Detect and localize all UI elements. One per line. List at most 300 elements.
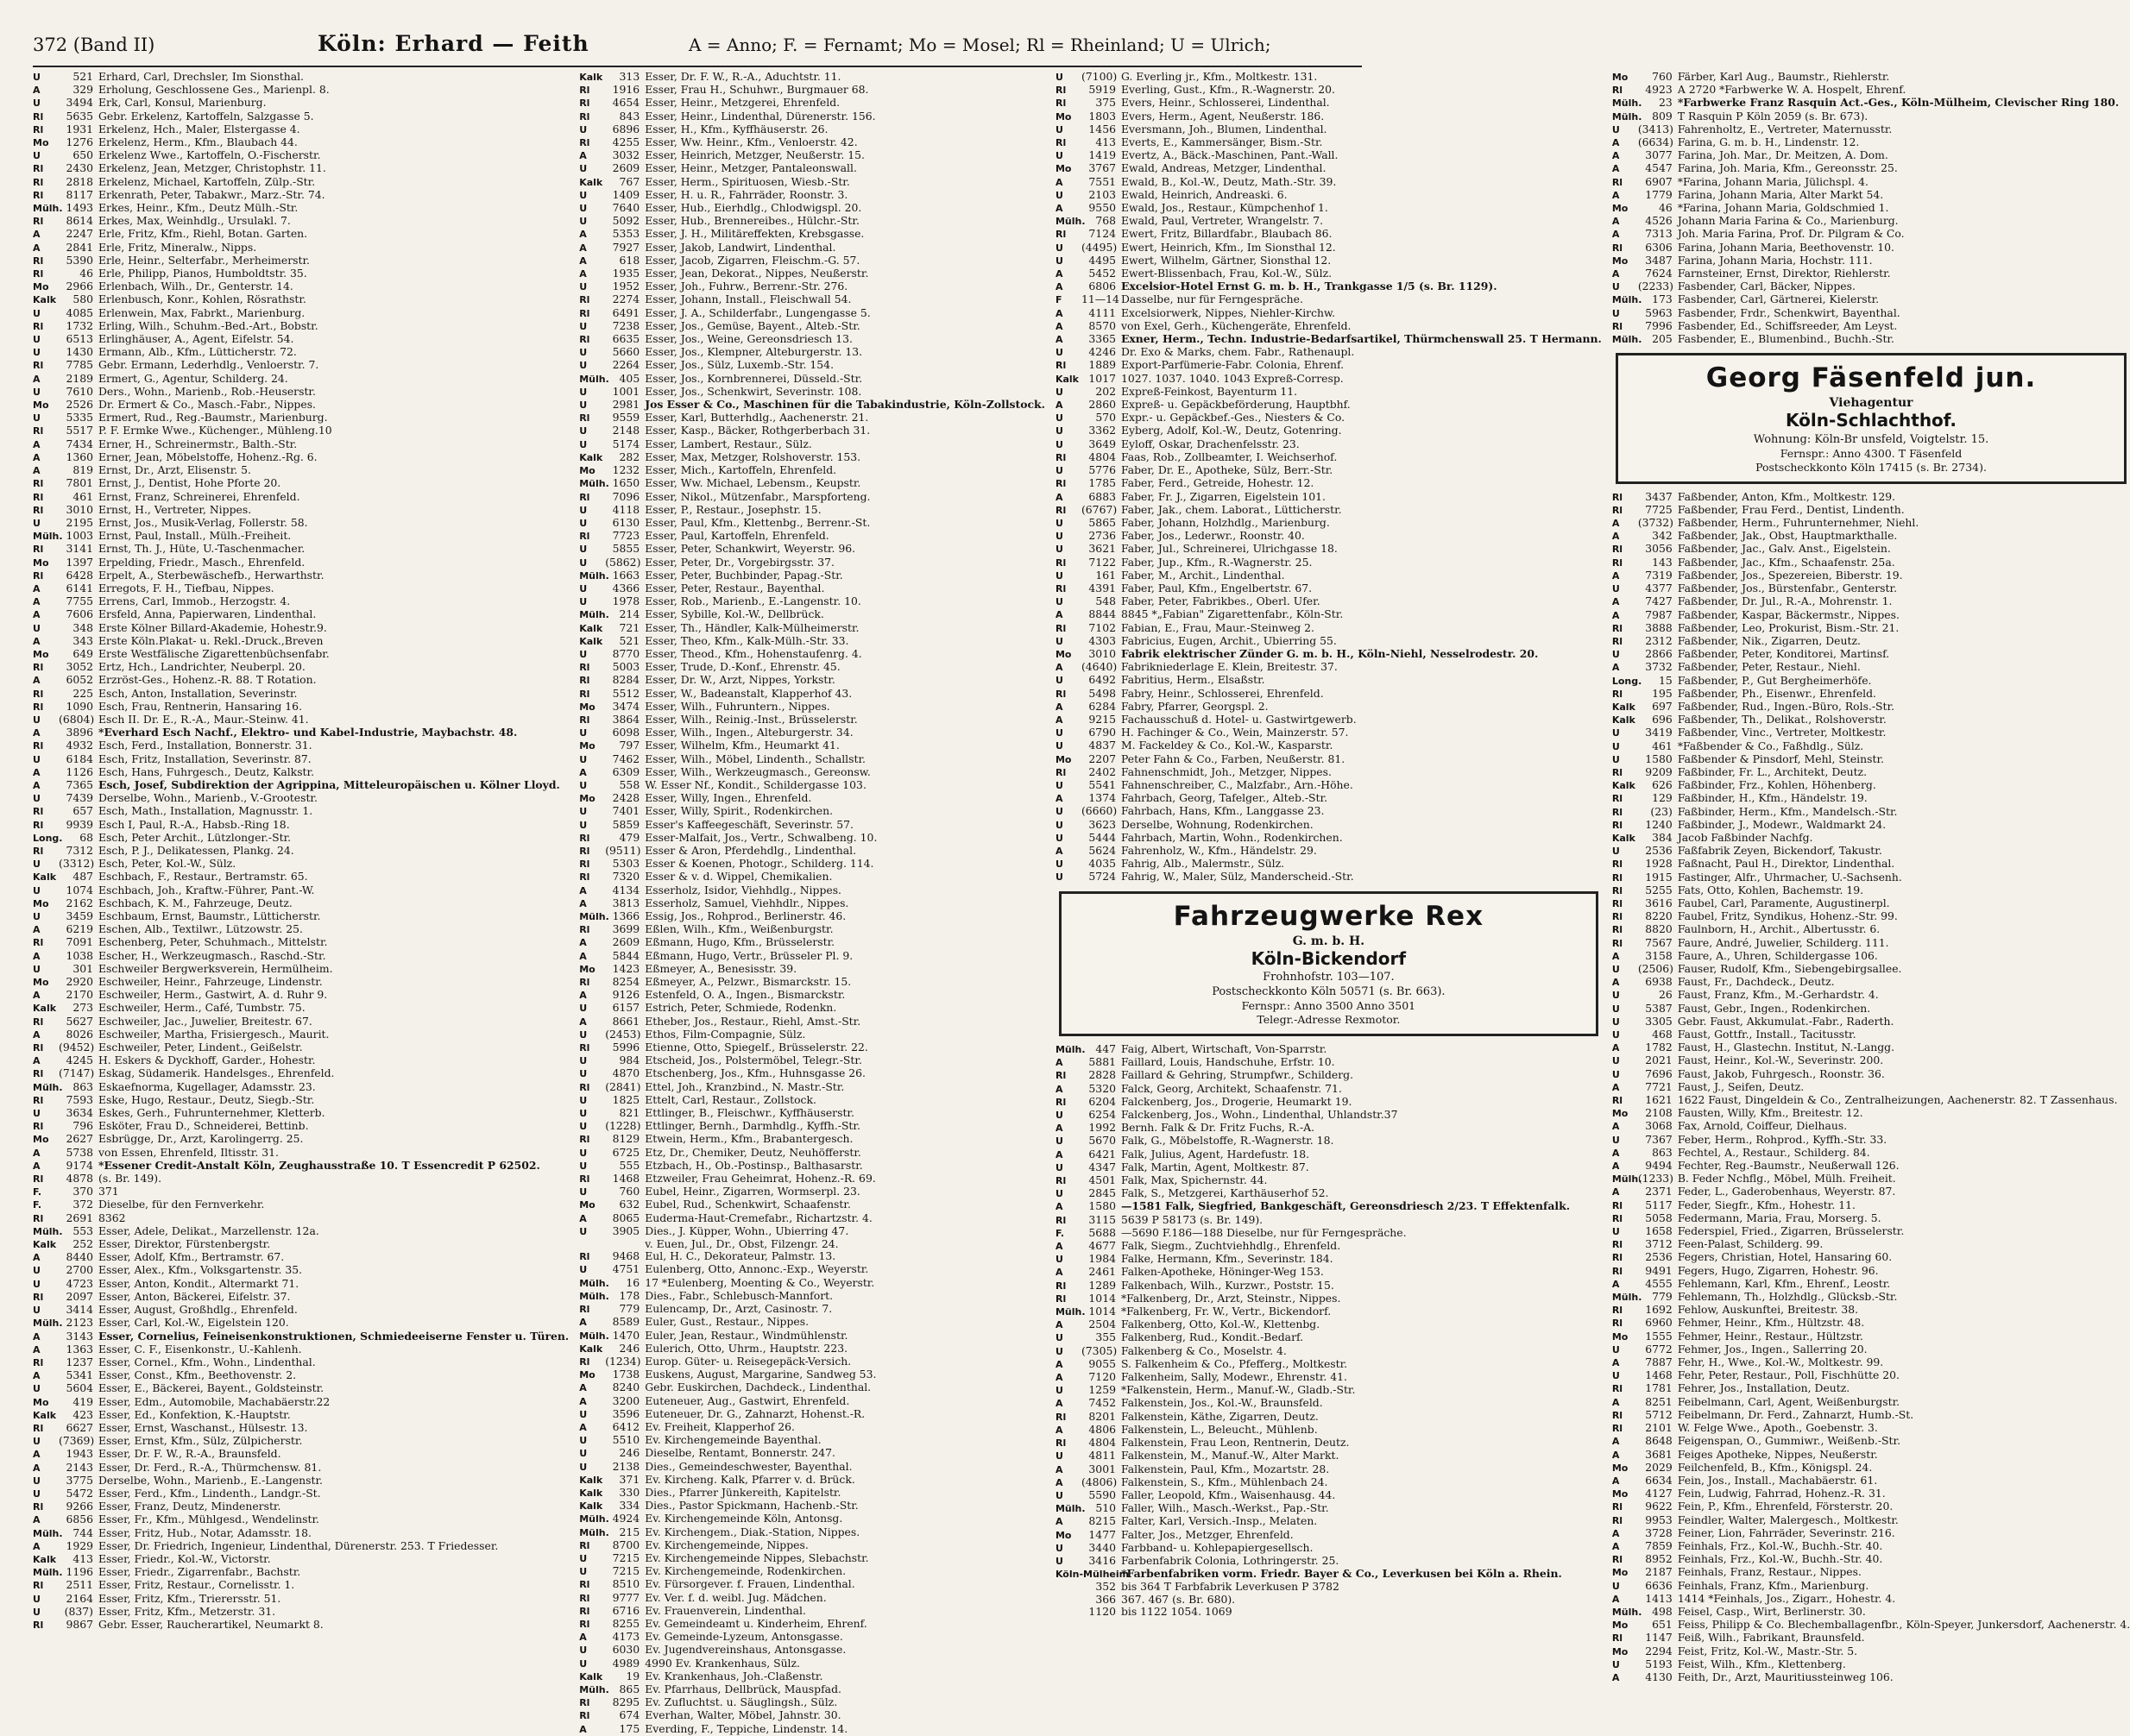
entry-phone-number: 3056 <box>1645 542 1673 556</box>
entry-exchange-code: U <box>1055 806 1063 818</box>
entry-phone-number: 3052 <box>66 660 93 674</box>
entry-text: Fahrig, W., Maler, Sülz, Manderscheid.-Str. <box>1120 870 1354 884</box>
entry-text: Esser, Jean, Dekorat., Nippes, Neußerstr. <box>645 267 869 280</box>
entry-exchange-code: U <box>1055 1385 1063 1397</box>
entry-phone-number: 413 <box>72 1551 93 1565</box>
directory-entry <box>579 1539 1045 1552</box>
entry-phone-number: 4377 <box>1645 582 1673 595</box>
directory-entry <box>579 386 1045 399</box>
directory-entry <box>1612 675 2130 688</box>
entry-exchange-code: A <box>1611 229 1620 241</box>
entry-phone-number: 3010 <box>1088 646 1116 660</box>
entry-text: Ewald, Andreas, Metzger, Lindenthal. <box>1120 161 1327 175</box>
directory-entry <box>33 688 569 701</box>
entry-exchange-code: A <box>1055 1358 1063 1370</box>
entry-text: *Farina, Johann Maria, Jülichspl. 4. <box>1677 174 1868 188</box>
directory-entry <box>1612 1382 2130 1395</box>
entry-exchange-code: U <box>579 1225 588 1237</box>
entry-text: Fasbender, Carl, Bäcker, Nippes. <box>1677 280 1856 293</box>
entry-text: Faig, Albert, Wirtschaft, Von-Sparrstr. <box>1120 1042 1327 1055</box>
entry-text: Ev. Krankenhaus, Joh.-Claßenstr. <box>645 1669 823 1683</box>
entry-phone-number: 3596 <box>612 1406 640 1420</box>
directory-entry <box>33 989 569 1002</box>
directory-entry <box>1056 1214 1602 1227</box>
entry-exchange-code: Rl <box>579 688 590 700</box>
entry-phone-number: 4111 <box>1088 305 1116 319</box>
directory-entry <box>33 1173 569 1186</box>
directory-entry <box>33 897 569 910</box>
entry-exchange-code: Kalk <box>579 1474 603 1486</box>
directory-entry <box>579 989 1045 1002</box>
entry-exchange-code: Kalk <box>579 635 603 647</box>
entry-exchange-code: Mülh. <box>1611 97 1642 110</box>
entry-phone-number: 1090 <box>66 699 93 713</box>
entry-phone-number: 649 <box>72 646 93 660</box>
entry-phone-number: 2526 <box>66 398 93 412</box>
directory-entry <box>579 1421 1045 1434</box>
entry-phone-number: 9215 <box>1088 712 1116 726</box>
entry-phone-number: 865 <box>619 1682 640 1695</box>
entry-phone-number: 626 <box>1652 778 1673 792</box>
entry-text: Esser, Fritz, Kfm., Trierersstr. 51. <box>98 1591 281 1605</box>
entry-phone-number: (2233) <box>1637 280 1674 293</box>
entry-phone-number: 6306 <box>1645 240 1673 254</box>
directory-entry <box>1056 242 1602 255</box>
directory-entry <box>1612 189 2130 202</box>
entry-exchange-code: A <box>579 990 587 1002</box>
entry-phone-number: 2029 <box>1645 1460 1673 1474</box>
entry-text: Faßbinder, Herm., Kfm., Mandelsch.-Str. <box>1677 804 1898 818</box>
entry-exchange-code: U <box>1611 1068 1620 1080</box>
entry-text: Eulencamp, Dr., Arzt, Casinostr. 7. <box>645 1302 833 1316</box>
entry-phone-number: 8440 <box>66 1250 93 1264</box>
entry-text: Fehr, Peter, Restaur., Poll, Fischhütte 20. <box>1677 1368 1900 1382</box>
entry-text: Eßmeyer, A., Benesisstr. 39. <box>645 961 797 975</box>
directory-entry <box>33 123 569 136</box>
directory-entry <box>579 910 1045 923</box>
entry-text: Eul, H. C., Dekorateur, Palmstr. 13. <box>645 1249 836 1263</box>
entry-phone-number: 6219 <box>66 922 93 936</box>
directory-entry <box>579 267 1045 280</box>
directory-entry <box>1612 1028 2130 1041</box>
entry-phone-number: 7120 <box>1088 1370 1116 1384</box>
entry-exchange-code: Mo <box>1611 1488 1629 1500</box>
entry-text: Fehlemann, Th., Holzhdlg., Glücksb.-Str. <box>1677 1290 1898 1304</box>
entry-phone-number: 3158 <box>1645 948 1673 962</box>
directory-entry <box>579 530 1045 543</box>
directory-entry <box>1056 1411 1602 1424</box>
entry-phone-number: 1276 <box>66 135 93 149</box>
directory-entry <box>579 1277 1045 1290</box>
directory-entry <box>1056 1174 1602 1187</box>
entry-exchange-code: Mo <box>33 1396 49 1408</box>
entry-text: Ewert-Blissenbach, Frau, Kol.-W., Sülz. <box>1120 267 1333 280</box>
directory-entry <box>579 517 1045 530</box>
directory-entry <box>1612 333 2130 346</box>
directory-entry <box>579 136 1045 149</box>
directory-entry <box>1612 569 2130 582</box>
entry-exchange-code: Mülh. <box>33 203 63 215</box>
directory-entry <box>1056 373 1602 386</box>
entry-phone-number: 2736 <box>1088 529 1116 543</box>
entry-exchange-code: A <box>1611 163 1620 175</box>
entry-text: B. Feder Nchflg., Möbel, Mülh. Freiheit. <box>1677 1172 1896 1186</box>
entry-text: Feindler, Walter, Malergesch., Moltkestr. <box>1677 1513 1899 1526</box>
entry-phone-number: (6767) <box>1081 502 1118 516</box>
directory-entry <box>33 910 569 923</box>
entry-phone-number: 4804 <box>1088 1436 1116 1450</box>
entry-exchange-code: A <box>1055 320 1063 332</box>
entry-exchange-code: U <box>1611 1658 1620 1670</box>
directory-entry <box>33 976 569 989</box>
entry-text: W. Esser Nf., Kondit., Schildergasse 103. <box>645 777 866 791</box>
entry-phone-number: 7755 <box>66 594 93 608</box>
entry-phone-number: 8117 <box>66 187 93 201</box>
entry-exchange-code: A <box>33 1540 41 1552</box>
entry-exchange-code: Kalk <box>33 871 57 884</box>
entry-exchange-code: U <box>33 97 41 110</box>
entry-text: Esch, Frau, Rentnerin, Hansaring 16. <box>98 699 303 713</box>
entry-text: Eske, Hugo, Restaur., Deutz, Siegb.-Str. <box>98 1092 315 1106</box>
directory-entry <box>579 1657 1045 1670</box>
directory-entry <box>1612 1462 2130 1475</box>
entry-exchange-code: U <box>1611 307 1620 319</box>
entry-text: Falckenberg, Jos., Drogerie, Heumarkt 19. <box>1120 1094 1352 1108</box>
directory-entry <box>579 976 1045 989</box>
entry-exchange-code: A <box>33 582 41 594</box>
entry-exchange-code: Rl <box>579 714 590 726</box>
entry-phone-number: 2845 <box>1088 1186 1116 1200</box>
entry-exchange-code: A <box>579 1723 587 1735</box>
entry-phone-number: 5387 <box>1645 1001 1673 1015</box>
entry-exchange-code: A <box>1611 609 1620 621</box>
directory-entry <box>579 1592 1045 1605</box>
entry-exchange-code: Mülh. <box>33 1225 63 1237</box>
entry-text: Faller, Wilh., Masch.-Werkst., Pap.-Str. <box>1120 1501 1329 1515</box>
entry-text: Esser, Friedr., Zigarrenfabr., Bachstr. <box>98 1565 301 1579</box>
entry-exchange-code: Rl <box>33 1422 44 1434</box>
entry-phone-number: 3115 <box>1088 1212 1116 1226</box>
entry-exchange-code: Kalk <box>33 1553 57 1565</box>
entry-exchange-code: Rl <box>33 478 44 490</box>
directory-entry <box>579 1173 1045 1186</box>
entry-text: Eschweiler, Jac., Juwelier, Breitestr. 67. <box>98 1014 312 1028</box>
directory-entry <box>1056 595 1602 608</box>
directory-entry <box>1056 1568 1602 1581</box>
entry-text: Esser, Peter, Schankwirt, Weyerstr. 96. <box>645 542 856 556</box>
entry-phone-number: 468 <box>1652 1028 1673 1041</box>
abbreviation-legend: A = Anno; F. = Fernamt; Mo = Mosel; Rl = Rheinland; U = Ulrich; <box>689 35 1271 55</box>
directory-entry <box>1612 622 2130 635</box>
entry-text: Ev. Gemeindeamt u. Kinderheim, Ehrenf. <box>645 1616 867 1630</box>
entry-phone-number: 6309 <box>612 764 640 778</box>
entry-phone-number: 355 <box>1095 1330 1116 1344</box>
directory-entry <box>1056 766 1602 779</box>
directory-entry <box>1056 1043 1602 1056</box>
directory-entry <box>579 1067 1045 1080</box>
entry-text: Everling, Gust., Kfm., R.-Wagnerstr. 20. <box>1120 83 1335 97</box>
entry-text: Esser, Wilhelm, Kfm., Heumarkt 41. <box>645 739 840 752</box>
entry-phone-number: 6157 <box>612 1001 640 1015</box>
entry-phone-number: 5855 <box>612 542 640 556</box>
entry-text: Fechtel, A., Restaur., Schilderg. 84. <box>1677 1145 1870 1159</box>
entry-text: Esser, Frau H., Schuhwr., Burgmauer 68. <box>645 83 869 97</box>
directory-entry <box>579 1250 1045 1263</box>
entry-exchange-code: U <box>1055 465 1063 477</box>
entry-exchange-code: Rl <box>1055 504 1067 516</box>
entry-text: Ev. Kirchengemeinde Bayenthal. <box>645 1433 822 1447</box>
entry-exchange-code: Rl <box>1055 451 1067 463</box>
entry-exchange-code: Mülh. <box>1611 294 1642 306</box>
entry-phone-number: 4134 <box>612 883 640 896</box>
entry-phone-number: 2860 <box>1088 398 1116 412</box>
entry-phone-number: 580 <box>72 292 93 306</box>
entry-phone-number: 510 <box>1095 1501 1116 1515</box>
entry-exchange-code: U <box>579 1003 588 1015</box>
entry-phone-number: 3414 <box>66 1303 93 1317</box>
entry-text: Falkenbach, Wilh., Kurzwr., Poststr. 15. <box>1120 1278 1334 1292</box>
entry-exchange-code: Rl <box>33 1212 44 1224</box>
entry-text: Faber, M., Archit., Lindenthal. <box>1120 568 1285 582</box>
entry-exchange-code: U <box>1055 123 1063 135</box>
entry-text: Esser, Direktor, Fürstenbergstr. <box>98 1237 271 1251</box>
directory-entry <box>579 346 1045 359</box>
entry-text: Dieselbe, Rentamt, Bonnerstr. 247. <box>645 1446 835 1460</box>
entry-exchange-code: U <box>33 347 41 359</box>
entry-exchange-code: Rl <box>1611 544 1623 556</box>
entry-phone-number: 1147 <box>1645 1631 1673 1645</box>
entry-text: Federspiel, Fried., Zigarren, Brüsselerstr. <box>1677 1224 1905 1238</box>
directory-entry <box>579 792 1045 805</box>
directory-entry <box>33 1067 569 1080</box>
directory-entry <box>1056 871 1602 884</box>
directory-entry <box>33 1500 569 1513</box>
entry-text: Fasbender, Ed., Schiffsreeder, Am Leyst. <box>1677 318 1898 332</box>
entry-text: Feber, Herm., Rohprod., Kyffh.-Str. 33. <box>1677 1132 1887 1146</box>
entry-exchange-code: U <box>1611 123 1620 135</box>
entry-phone-number: 1978 <box>612 594 640 608</box>
entry-exchange-code: A <box>33 990 41 1002</box>
entry-phone-number: 7312 <box>66 843 93 857</box>
directory-entry <box>579 320 1045 333</box>
entry-phone-number: 7785 <box>66 358 93 372</box>
advert-telegram: Telegr.-Adresse Rexmotor. <box>1257 1013 1401 1026</box>
entry-text: Gebr. Euskirchen, Dachdeck., Lindenthal. <box>645 1381 872 1394</box>
entry-text: Feinhals, Frz., Kol.-W., Buchh.-Str. 40. <box>1677 1552 1883 1566</box>
entry-exchange-code: A <box>579 1212 587 1224</box>
directory-entry <box>1056 1227 1602 1240</box>
entry-phone-number: 760 <box>1652 70 1673 83</box>
entry-text: Faßbender, Jos., Spezereien, Biberstr. 19. <box>1677 568 1903 582</box>
directory-entry <box>579 1316 1045 1329</box>
entry-phone-number: 2461 <box>1088 1265 1116 1279</box>
entry-phone-number: 5444 <box>1088 830 1116 844</box>
entry-text: Dies., J. Küpper, Wohn., Ubierring 47. <box>645 1223 849 1237</box>
directory-entry <box>33 333 569 346</box>
entry-phone-number: 4130 <box>1645 1670 1673 1683</box>
entry-exchange-code: U <box>33 1436 41 1448</box>
entry-phone-number: 5712 <box>1645 1407 1673 1421</box>
entry-phone-number: 1658 <box>1645 1224 1673 1238</box>
entry-phone-number: 797 <box>619 739 640 752</box>
directory-entry <box>33 923 569 936</box>
entry-phone-number: 7401 <box>612 804 640 818</box>
directory-entry <box>579 1303 1045 1316</box>
directory-entry <box>1056 1594 1602 1606</box>
directory-entry <box>579 123 1045 136</box>
entry-phone-number: 1038 <box>66 948 93 962</box>
entry-phone-number: 6184 <box>66 752 93 765</box>
entry-phone-number: 1366 <box>612 909 640 922</box>
entry-phone-number: 984 <box>619 1054 640 1067</box>
entry-exchange-code: Mülh. <box>1055 216 1086 228</box>
entry-phone-number: 1928 <box>1645 857 1673 871</box>
directory-entry <box>1056 1280 1602 1293</box>
entry-exchange-code: Rl <box>33 176 44 188</box>
directory-entry <box>1612 1120 2130 1133</box>
entry-text: Esser, Ernst, Kfm., Sülz, Zülpicherstr. <box>98 1434 303 1448</box>
entry-phone-number: 819 <box>72 463 93 477</box>
entry-phone-number: 4255 <box>612 135 640 149</box>
entry-phone-number: 161 <box>1095 568 1116 582</box>
entry-text: Faas, Rob., Zollbeamter, I. Weichserhof. <box>1120 450 1338 463</box>
entry-phone-number: 1992 <box>1088 1121 1116 1135</box>
directory-entry <box>1612 1422 2130 1435</box>
entry-exchange-code: Rl <box>1055 229 1067 241</box>
directory-entry <box>33 491 569 504</box>
entry-phone-number: 5353 <box>612 227 640 241</box>
directory-entry <box>579 399 1045 412</box>
entry-exchange-code: A <box>33 373 41 385</box>
entry-phone-number: 4870 <box>612 1066 640 1080</box>
entry-text: Euler, Gust., Restaur., Nippes. <box>645 1315 810 1329</box>
directory-entry <box>33 202 569 215</box>
entry-phone-number: 1621 <box>1645 1093 1673 1107</box>
entry-exchange-code: Mülh. <box>1611 334 1642 346</box>
entry-phone-number: 1289 <box>1088 1278 1116 1292</box>
entry-text: Falkenstein, L., Beleucht., Mühlenb. <box>1120 1422 1318 1436</box>
entry-text: Ewald, Paul, Vertreter, Wrangelstr. 7. <box>1120 214 1324 228</box>
entry-text: Falke, Hermann, Kfm., Severinstr. 184. <box>1120 1252 1333 1266</box>
entry-phone-number: 282 <box>619 450 640 463</box>
entry-exchange-code: U <box>33 753 41 765</box>
entry-phone-number: 8254 <box>612 975 640 989</box>
entry-phone-number: 3419 <box>1645 726 1673 739</box>
entry-phone-number: 3010 <box>66 502 93 516</box>
entry-text: *Faßbender & Co., Faßhdlg., Sülz. <box>1677 739 1864 752</box>
entry-text: Faßbender, Peter, Konditorei, Martinsf. <box>1677 647 1890 661</box>
page-title: Köln: Erhard — Feith <box>318 31 589 56</box>
directory-entry <box>1612 1671 2130 1684</box>
entry-phone-number: 3416 <box>1088 1553 1116 1567</box>
entry-exchange-code: U <box>1055 438 1063 450</box>
directory-entry <box>33 464 569 477</box>
directory-entry <box>579 648 1045 661</box>
entry-phone-number: 1003 <box>66 529 93 543</box>
entry-exchange-code: A <box>579 1395 587 1407</box>
directory-entry <box>1056 674 1602 687</box>
entry-exchange-code: U <box>579 779 588 791</box>
entry-phone-number: 1916 <box>612 83 640 97</box>
directory-entry <box>33 1291 569 1304</box>
entry-text: Eyberg, Adolf, Kol.-W., Deutz, Gotenring. <box>1120 424 1342 437</box>
directory-entry <box>579 884 1045 897</box>
entry-text: Feder, Siegfr., Kfm., Hohestr. 11. <box>1677 1198 1856 1211</box>
entry-phone-number: 205 <box>1652 332 1673 346</box>
entry-exchange-code: Rl <box>1611 793 1623 805</box>
entry-phone-number: 9468 <box>612 1249 640 1263</box>
entry-text: Etheber, Jos., Restaur., Riehl, Amst.-Str. <box>645 1014 861 1028</box>
entry-phone-number: (9511) <box>605 843 641 857</box>
directory-entry <box>1612 937 2130 950</box>
entry-exchange-code: A <box>33 1055 41 1067</box>
entry-exchange-code: Mo <box>33 897 49 909</box>
entry-exchange-code: Rl <box>33 360 44 372</box>
directory-entry <box>1612 1278 2130 1291</box>
entry-exchange-code: A <box>33 1160 41 1172</box>
entry-phone-number: 5512 <box>612 686 640 700</box>
entry-text: Dies., Fabr., Schlebusch-Mannfort. <box>645 1288 834 1302</box>
directory-entry <box>33 1448 569 1461</box>
entry-phone-number: 4347 <box>1088 1160 1116 1173</box>
entry-phone-number: 2609 <box>612 935 640 949</box>
entry-phone-number: 1779 <box>1645 187 1673 201</box>
entry-exchange-code: A <box>579 1632 587 1644</box>
entry-text: 367. 467 (s. Br. 680). <box>1120 1592 1236 1606</box>
entry-text: Esch, Hans, Fuhrgesch., Deutz, Kalkstr. <box>98 764 315 778</box>
entry-text: Esser, J. A., Schilderfabr., Lungengasse 5. <box>645 305 871 319</box>
advert-location: Köln-Bickendorf <box>1251 947 1407 969</box>
entry-text: Esser, Jos., Gemüse, Bayent., Alteb.-Str. <box>645 318 860 332</box>
entry-exchange-code: U <box>579 1121 588 1133</box>
entry-text: Faber, Jos., Lederwr., Roonstr. 40. <box>1120 529 1305 543</box>
directory-entry <box>33 215 569 228</box>
entry-exchange-code: A <box>1055 714 1063 726</box>
entry-text: bis 364 T Farbfabrik Leverkusen P 3782 <box>1120 1580 1339 1594</box>
entry-text: Esser, Dr. Friedrich, Ingenieur, Lindenthal, Dürenerstr. 253. T Friedesser. <box>98 1538 499 1552</box>
entry-exchange-code: Rl <box>33 255 44 267</box>
entry-text: Ertz, Hch., Landrichter, Neuberpl. 20. <box>98 660 306 674</box>
entry-text: Falk, Max, Spichernstr. 44. <box>1120 1173 1268 1187</box>
advert-phone: Fernspr.: Anno 4300. T Fäsenfeld <box>1780 446 1963 460</box>
directory-entry <box>1612 557 2130 569</box>
entry-text: Falk, G., Möbelstoffe, R.-Wagnerstr. 18. <box>1120 1134 1334 1148</box>
entry-text: Erle, Fritz, Mineralw., Nipps. <box>98 240 257 254</box>
directory-entry <box>579 1107 1045 1120</box>
entry-text: Ernst, Th. J., Hüte, U.-Taschenmacher. <box>98 542 306 556</box>
entry-exchange-code: U <box>33 72 41 83</box>
directory-entry <box>33 1041 569 1054</box>
entry-text: Eßmann, Hugo, Vertr., Brüsseler Pl. 9. <box>645 948 854 962</box>
entry-phone-number: 348 <box>72 620 93 634</box>
directory-entry <box>579 608 1045 621</box>
entry-exchange-code: U <box>579 1264 588 1276</box>
entry-phone-number: 2138 <box>612 1459 640 1473</box>
entry-text: Erner, H., Schreinermstr., Balth.-Str. <box>98 437 298 450</box>
directory-entry <box>33 373 569 386</box>
entry-phone-number: 9126 <box>612 988 640 1002</box>
entry-phone-number: 375 <box>1095 96 1116 110</box>
entry-text: Eschbach, Joh., Kraftw.-Führer, Pant.-W. <box>98 883 315 896</box>
directory-entry <box>579 1631 1045 1644</box>
directory-entry <box>579 97 1045 110</box>
entry-exchange-code: A <box>1611 1160 1620 1173</box>
entry-text: Esser, Franz, Deutz, Mindenerstr. <box>98 1500 281 1513</box>
entry-text: Erpelding, Friedr., Masch., Ehrenfeld. <box>98 555 306 569</box>
directory-entry <box>579 359 1045 372</box>
entry-exchange-code: Rl <box>1611 859 1623 871</box>
entry-phone-number: 7551 <box>1088 174 1116 188</box>
